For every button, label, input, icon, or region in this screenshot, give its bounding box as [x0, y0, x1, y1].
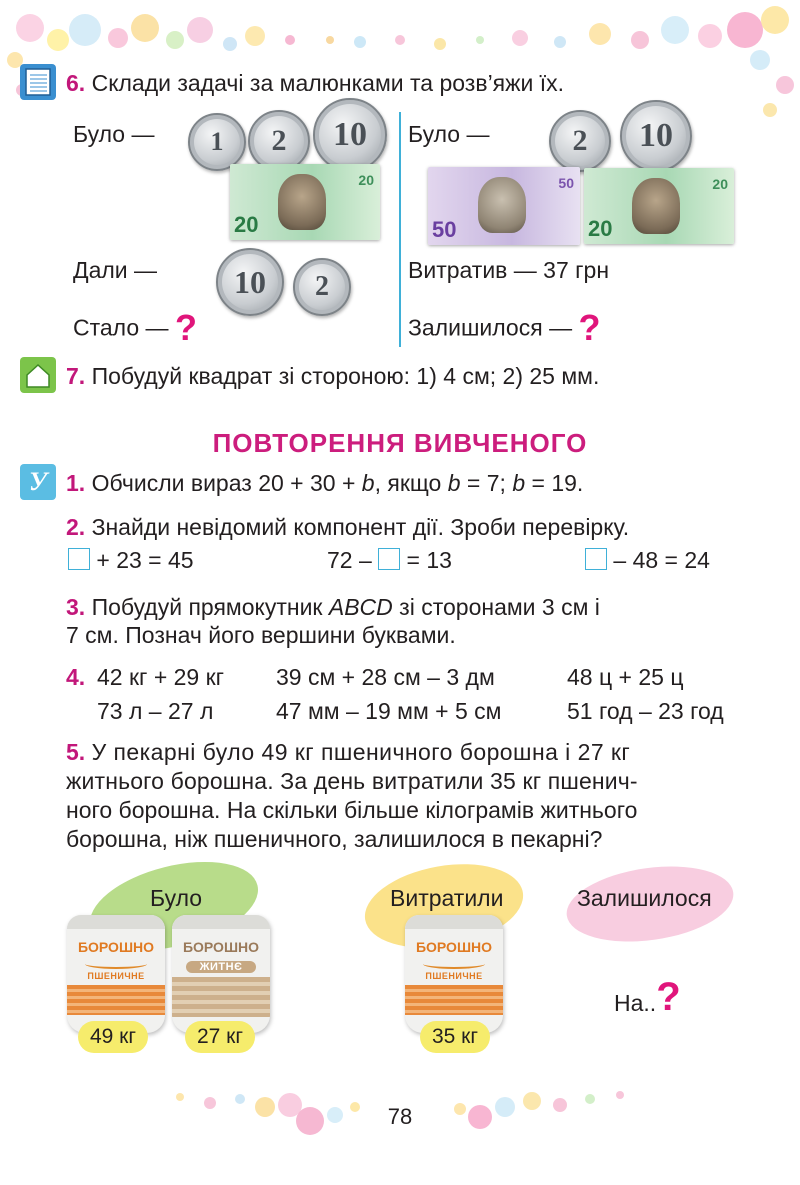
rep4-number: [66, 664, 85, 691]
rep4-r1c2: 39 см + 28 см – 3 дм: [276, 664, 495, 690]
rep3-text-b: зі сторонами 3 см і: [392, 594, 600, 620]
rep3-line1: [66, 594, 734, 621]
rep1-text-b: , якщо: [374, 470, 448, 496]
banknote-20-icon: 20 20: [230, 164, 380, 240]
zalyshylosia-label: Залишилося —: [408, 314, 573, 341]
stalo-label: Стало —: [73, 314, 169, 341]
na-label: На..: [614, 990, 657, 1016]
task6-heading: [66, 70, 564, 97]
banknote-20-right-icon: 20 20: [584, 168, 734, 244]
illustration-na: [614, 977, 681, 1017]
rep4-r2c2: 47 мм – 19 мм + 5 см: [276, 698, 502, 724]
rep1-text-c: = 7;: [460, 470, 513, 496]
coin-10-right-icon: 10: [620, 100, 692, 172]
rep5-line4: борошна, ніж пшеничного, залишилося в пекарні?: [66, 826, 603, 852]
rye-flour-sack-icon: БОРОШНО ЖИТНЄ: [172, 915, 270, 1033]
rep2-number: 2.: [66, 514, 86, 540]
rep5-line2: житнього борошна. За день витратили 35 кг пшенич-: [66, 768, 638, 794]
top-decoration: [0, 0, 800, 80]
wheat-flour-sack-spent-icon: БОРОШНО ПШЕНИЧНЕ: [405, 915, 503, 1033]
task6-left-bulo: Було —: [73, 121, 155, 147]
top-bubbles-decoration: [0, 0, 800, 120]
task6-text: Склади задачі за малюнками та розв’яжи їх.: [91, 70, 565, 96]
rep4-number-text: 4.: [66, 664, 86, 690]
rep3-line2: 7 см. Познач його вершини буквами.: [66, 622, 456, 648]
coin-10-icon: 10: [313, 98, 387, 172]
section-title: ПОВТОРЕННЯ ВИВЧЕНОГО: [212, 428, 588, 458]
rep4-r2c1: 73 л – 27 л: [97, 698, 214, 724]
rep4-r1c3: 48 ц + 25 ц: [567, 664, 684, 690]
rep1-var-1: b: [361, 470, 375, 496]
banknote-50-icon: 50 50: [428, 167, 580, 245]
rep2-eq2b-text: = 13: [406, 547, 452, 573]
wheat-flour-sack-icon: БОРОШНО ПШЕНИЧНЕ: [67, 915, 165, 1033]
rep2-eq1: [68, 547, 194, 574]
coin-2-icon: 2: [248, 110, 310, 172]
task6-right-bulo: Було —: [408, 121, 490, 147]
question-mark: ?: [174, 307, 197, 348]
rep2-heading: [66, 514, 629, 541]
illustration-bulo: Було: [150, 885, 203, 911]
coin-2-given-icon: 2: [293, 258, 351, 316]
rep3-text-a: Побудуй прямокутник: [91, 594, 329, 620]
rep5-line1: [66, 739, 630, 766]
rep1-var-3: b: [512, 470, 526, 496]
rep2-eq2a-text: 72 –: [327, 547, 372, 573]
weight-label-49: 49 кг: [78, 1021, 148, 1053]
task6-left-stalo: [73, 307, 197, 348]
coin-2-right-icon: 2: [549, 110, 611, 172]
weight-label-35: 35 кг: [420, 1021, 490, 1053]
rep2-eq3-text: – 48 = 24: [613, 547, 710, 573]
task7-text: Побудуй квадрат зі стороною: 1) 4 см; 2) 25 мм.: [91, 363, 600, 389]
teacher-letter-icon: У: [20, 464, 56, 500]
task7: [66, 363, 599, 390]
rep1-number: 1.: [66, 470, 86, 496]
notebook-icon: [20, 64, 56, 100]
column-divider: [399, 112, 401, 347]
rep4-r2c3: 51 год – 23 год: [567, 698, 724, 724]
rep2-eq2: [327, 547, 452, 574]
weight-label-27: 27 кг: [185, 1021, 255, 1053]
task7-number: 7.: [66, 363, 86, 389]
task6-left-dali: Дали —: [73, 257, 158, 283]
rep1-text-a: Обчисли вираз 20 + 30 +: [91, 470, 362, 496]
coin-1-icon: 1: [188, 113, 246, 171]
rep2-eq1-text: + 23 = 45: [96, 547, 194, 573]
coin-10-given-icon: 10: [216, 248, 284, 316]
rep1-var-2: b: [447, 470, 461, 496]
answer-box-3[interactable]: [585, 548, 607, 570]
rep2-eq3: [585, 547, 710, 574]
home-icon: [20, 357, 56, 393]
illustration-zalyshylosia: Залишилося: [577, 885, 712, 911]
rep3-number: 3.: [66, 594, 86, 620]
rep2-text: Знайди невідомий компонент дії. Зроби перевірку.: [91, 514, 630, 540]
task6-right-zalyshylosia: [408, 307, 601, 348]
rep5-line1-text: У пекарні було 49 кг пшеничного борошна і 27 кг: [91, 739, 631, 765]
question-mark-right: ?: [578, 307, 601, 348]
rep3-abcd: ABCD: [328, 594, 393, 620]
rep4-r1c1: 42 кг + 29 кг: [97, 664, 225, 690]
task6-number: 6.: [66, 70, 86, 96]
question-mark-illustration: ?: [656, 975, 681, 1019]
illustration-vytratyly: Витратили: [390, 885, 504, 911]
rep5-number: 5.: [66, 739, 86, 765]
answer-box-1[interactable]: [68, 548, 90, 570]
task6-right-vytratyv: Витратив — 37 грн: [408, 257, 610, 283]
answer-box-2[interactable]: [378, 548, 400, 570]
rep5-line3: ного борошна. На скільки більше кілограмів житнього: [66, 797, 638, 823]
page-number: 78: [387, 1104, 413, 1129]
rep1: [66, 470, 583, 497]
rep1-text-d: = 19.: [525, 470, 584, 496]
